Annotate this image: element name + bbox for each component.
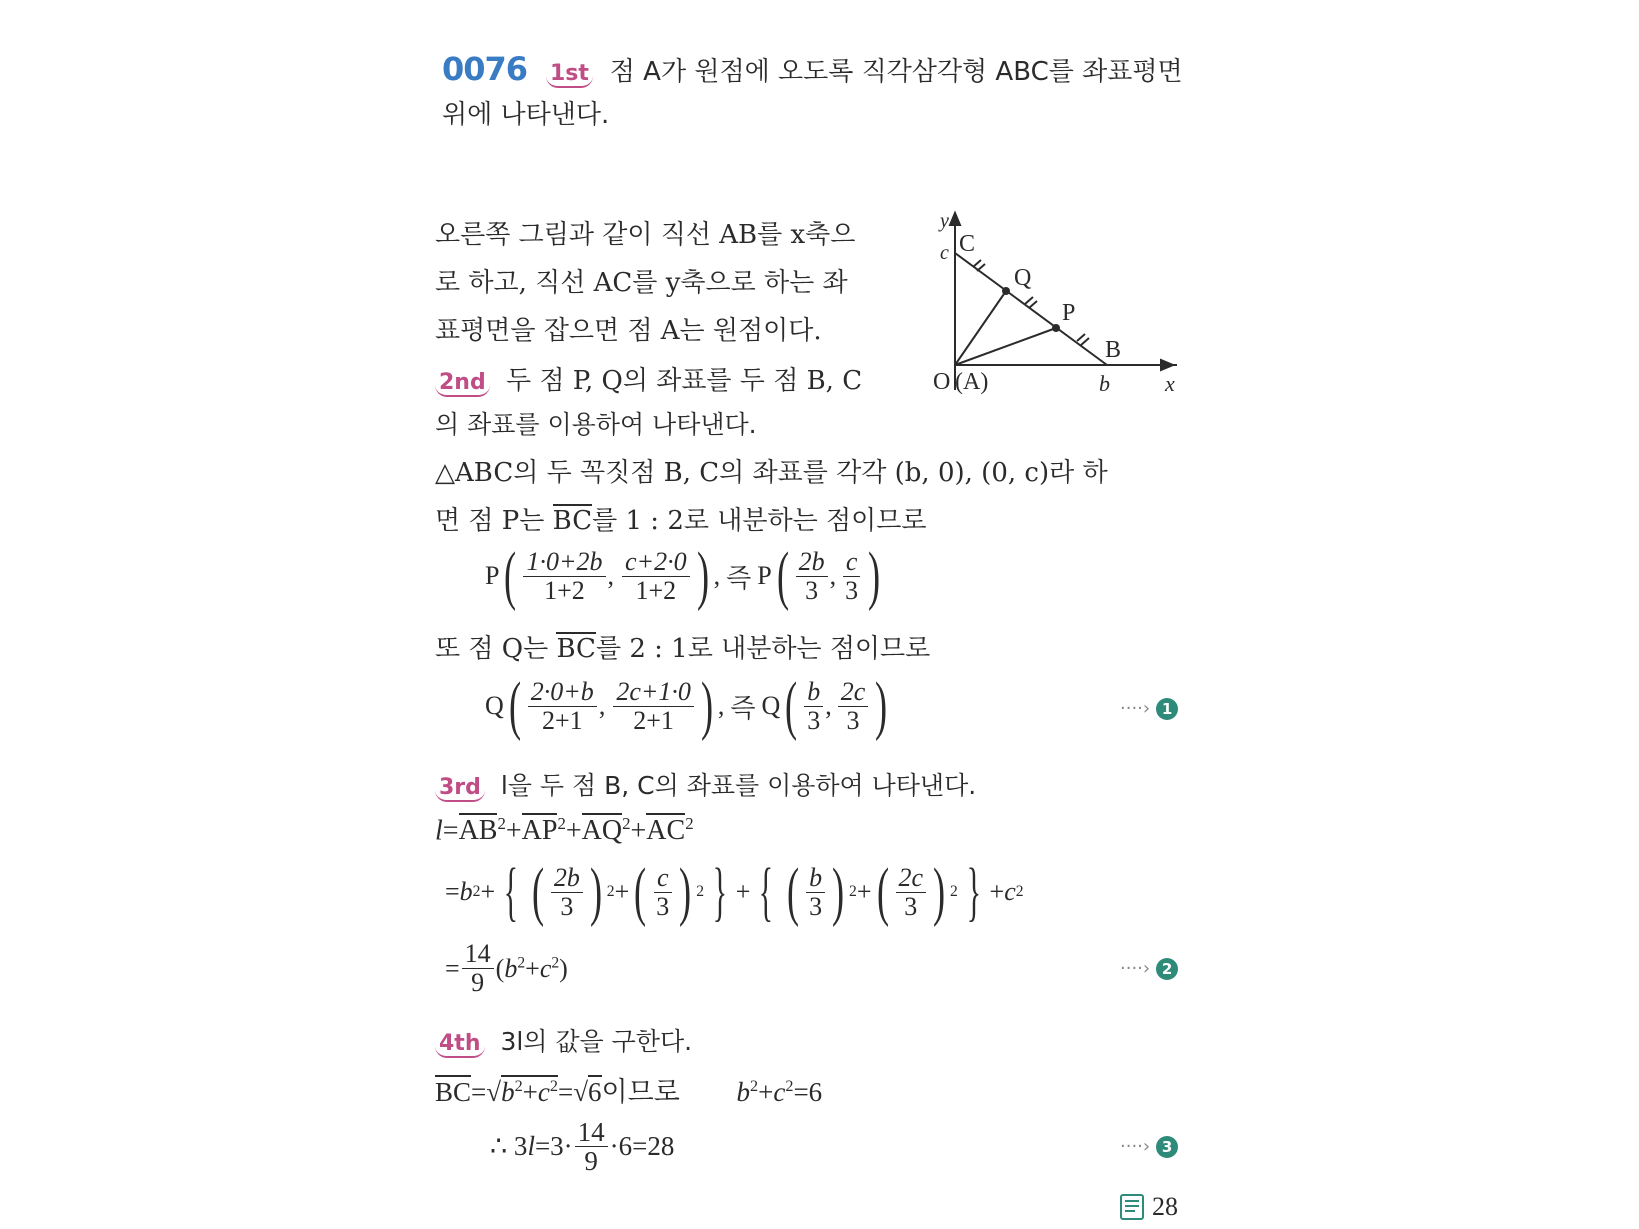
stage2-text-line2: 의 좌표를 이용하여 나타낸다. [435, 410, 757, 439]
stage3-heading [435, 766, 976, 802]
explain-line3: 표평면을 잡으면 점 A는 원점이다. [435, 316, 822, 346]
l-expansion: = b 2 + { ( $\frac{2b}{3}$ ) 2 + ( $\frac{c}{3}$ ) 2 } + { ( $\frac{b}{3}$ ) 2 + ( $\frac{2c}{3}$ ) 2 } + c 2 [445, 855, 1024, 928]
stage1-text-line2: 위에 나타낸다. [442, 100, 610, 130]
stage1-text: 점 A가 원점에 오도록 직각삼각형 ABC를 좌표평면 [609, 57, 1183, 87]
stage2-text: 두 점 P, Q의 좌표를 두 점 B, C [505, 366, 863, 396]
mark-3: ····› 3 [1120, 1136, 1178, 1158]
segment-aq [955, 291, 1006, 365]
stage4-badge: 4th [435, 1031, 485, 1058]
explain-line1: 오른쪽 그림과 같이 직선 AB를 x축으 [435, 220, 856, 250]
bc-length: $BC=√b^2+c^2=√6$이므로 $b^2+c^2=6$ [435, 1077, 823, 1107]
stage2-badge: 2nd [435, 370, 490, 397]
l-simplified: = $\frac{14}{9}$ $(b^2+c^2)$ [445, 939, 568, 997]
point-q [1002, 287, 1010, 295]
stage3-badge: 3rd [435, 775, 485, 802]
mark-1: ····› 1 [1120, 698, 1178, 720]
answer-box [1120, 1192, 1178, 1222]
x-arrow [1161, 360, 1173, 370]
mark-2: ····› 2 [1120, 958, 1178, 980]
problem-header [442, 50, 1183, 88]
p-formula: P ( $\frac{1\cdot 0+2b}{1+2}$ , $\frac{c+2\cdot 0}{1+2}$ ) , 즉 P ( $\frac{2b}{3}$ , $\frac{c}{3}$ ) [485, 539, 881, 612]
label-y: y [940, 210, 949, 232]
label-origin: O [933, 369, 951, 395]
label-b: b [1099, 371, 1110, 395]
label-P: P [1062, 300, 1076, 326]
q-formula: Q ( $\frac{2\cdot 0+b}{2+1}$ , $\frac{2c+1\cdot 0}{2+1}$ ) , 즉 Q ( $\frac{b}{3}$ , $\frac{2c}{3}$ ) [485, 669, 888, 742]
label-C: C [959, 231, 976, 257]
stage2-heading [435, 360, 862, 397]
final-computation: ∴ 3l=3· $\frac{14}{9}$ · 6 = 28 [490, 1117, 675, 1176]
problem-number: 0076 [442, 50, 528, 88]
label-A: (A) [955, 369, 989, 395]
stage4-text: 3l의 값을 구한다. [500, 1027, 693, 1056]
point-p [1052, 324, 1060, 332]
stage1-badge: 1st [546, 61, 593, 88]
stage2-body-line1: △ABC의 두 꼭짓점 B, C의 좌표를 각각 (b, 0), (0, c)라 하 [435, 458, 1108, 488]
q-intro-line: 또 점 Q는 BC를 2 : 1로 내분하는 점이므로 [435, 634, 931, 664]
explain-line2: 로 하고, 직선 AC를 y축으로 하는 좌 [435, 268, 848, 298]
segment-ap [955, 328, 1056, 365]
answer-value: 28 [1152, 1192, 1178, 1221]
label-B: B [1105, 337, 1122, 363]
l-definition: $l=AB^2+AP^2+AQ^2+AC^2$ [435, 814, 694, 847]
stage3-text: l을 두 점 B, C의 좌표를 이용하여 나타낸다. [500, 771, 977, 800]
label-c: c [940, 242, 949, 264]
stage2-body-line2: 면 점 P는 BC를 1 : 2로 내분하는 점이므로 [435, 506, 927, 536]
triangle-figure [915, 205, 1195, 395]
label-x: x [1165, 371, 1175, 395]
stage4-heading [435, 1022, 692, 1058]
y-arrow [950, 213, 960, 225]
answer-icon [1120, 1194, 1144, 1220]
label-Q: Q [1014, 265, 1032, 291]
